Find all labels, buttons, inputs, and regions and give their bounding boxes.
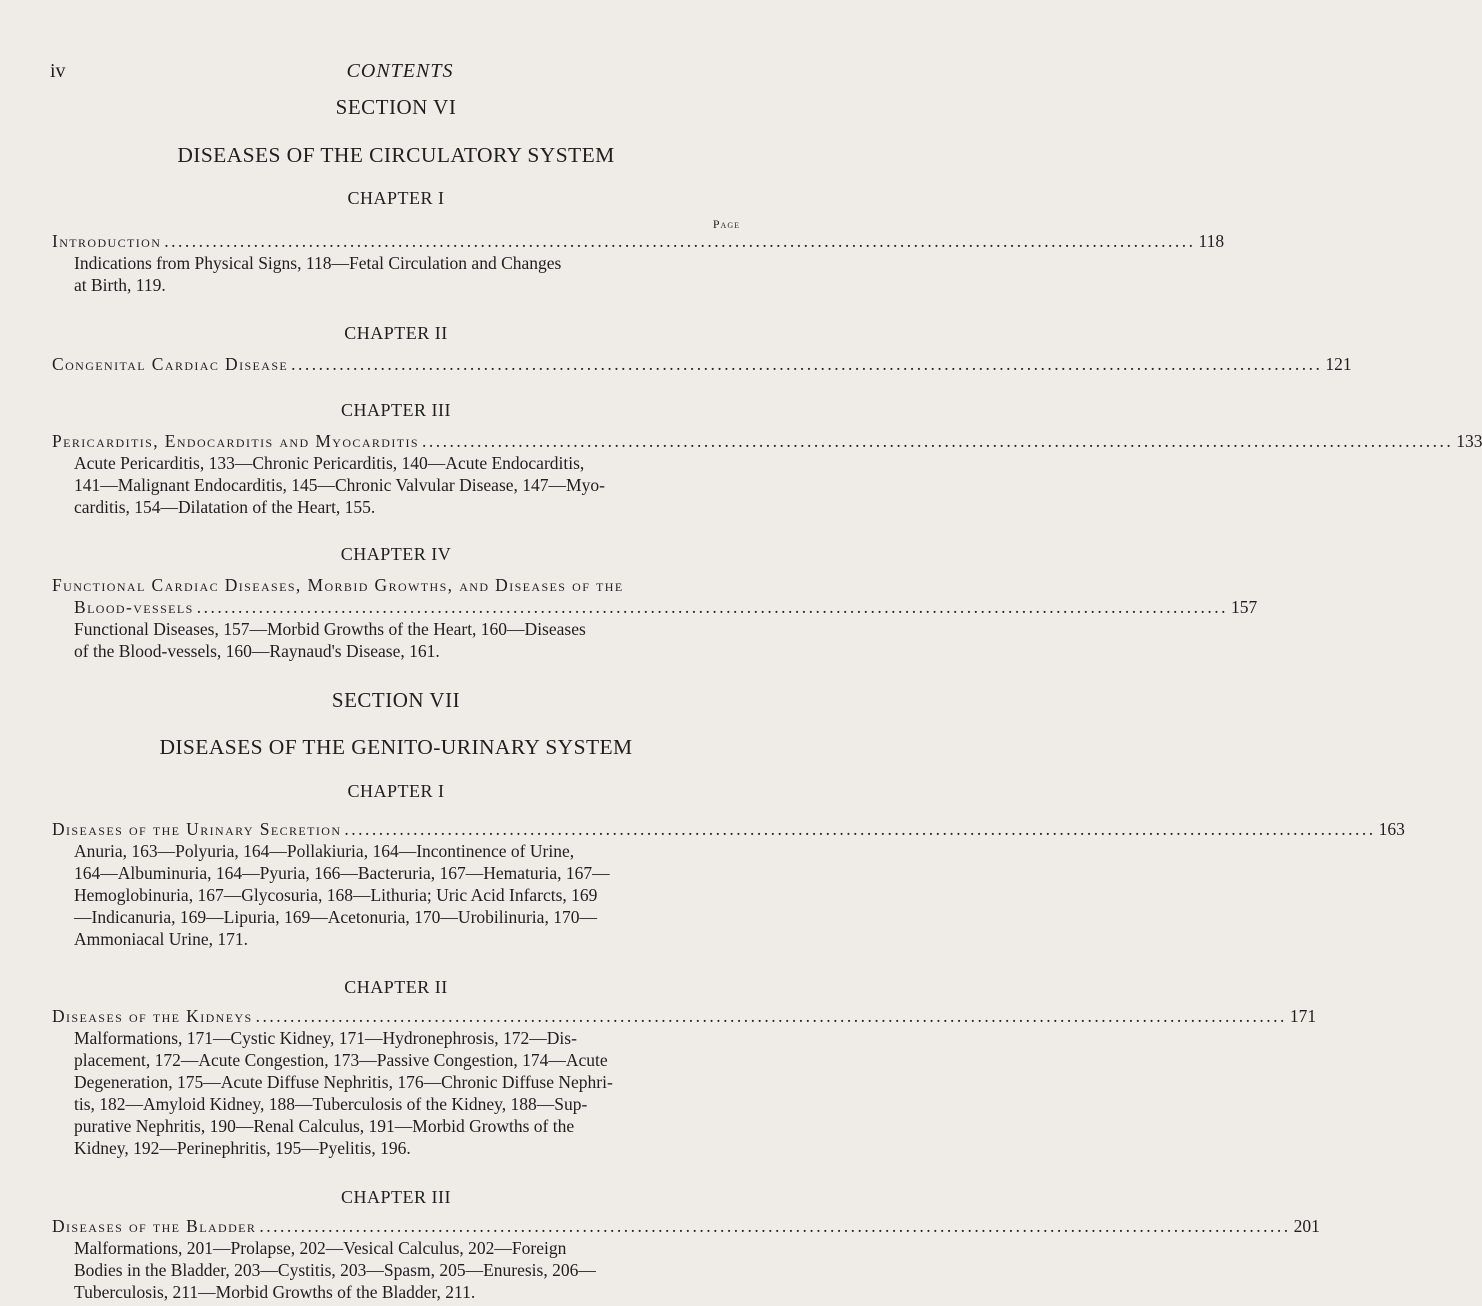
chapter-label: CHAPTER I bbox=[347, 188, 445, 208]
running-title: CONTENTS bbox=[346, 60, 454, 82]
description-line: Malformations, 201—Prolapse, 202—Vesical Calculus, 202—Foreign bbox=[74, 1238, 567, 1258]
entry-page-number: 118 bbox=[1198, 231, 1225, 251]
entry-description bbox=[52, 618, 740, 662]
table-of-contents bbox=[52, 95, 1482, 1303]
chapter-label: CHAPTER III bbox=[341, 400, 451, 420]
description-line: Bodies in the Bladder, 203—Cystitis, 203—Spasm, 205—Enuresis, 206— bbox=[74, 1260, 596, 1280]
dot-leader: ...................................................................................................................................................... bbox=[196, 597, 1228, 617]
description-line: at Birth, 119. bbox=[74, 275, 166, 295]
entry-title: Diseases of the Urinary Secretion bbox=[52, 819, 342, 839]
entry-page-number: 121 bbox=[1325, 354, 1352, 374]
entry-page-number: 171 bbox=[1289, 1006, 1317, 1026]
section-title: DISEASES OF THE GENITO-URINARY SYSTEM bbox=[159, 735, 633, 759]
entry-description bbox=[52, 1027, 740, 1159]
description-line: Malformations, 171—Cystic Kidney, 171—Hydronephrosis, 172—Dis- bbox=[74, 1028, 577, 1048]
entry-title: Introduction bbox=[52, 231, 162, 251]
description-line: tis, 182—Amyloid Kidney, 188—Tuberculosis of the Kidney, 188—Sup- bbox=[74, 1094, 588, 1114]
entry-description bbox=[52, 452, 740, 518]
description-line: Kidney, 192—Perinephritis, 195—Pyelitis, 196. bbox=[74, 1138, 411, 1158]
dot-leader: ...................................................................................................................................................... bbox=[164, 231, 1196, 251]
toc-entry[interactable] bbox=[52, 230, 1225, 252]
entry-page-number: 201 bbox=[1293, 1216, 1320, 1236]
description-line: Ammoniacal Urine, 171. bbox=[74, 929, 248, 949]
chapter-label: CHAPTER II bbox=[344, 323, 448, 343]
entry-page-number: 133 bbox=[1456, 431, 1482, 451]
chapter-label: CHAPTER IV bbox=[340, 544, 452, 564]
toc-entry[interactable] bbox=[52, 1005, 1317, 1027]
toc-entry[interactable] bbox=[52, 818, 1405, 840]
section-title: DISEASES OF THE CIRCULATORY SYSTEM bbox=[177, 143, 615, 167]
chapter-label: CHAPTER II bbox=[344, 977, 448, 997]
entry-title: Diseases of the Kidneys bbox=[52, 1006, 253, 1026]
entry-title-line: Functional Cardiac Diseases, Morbid Growths, and Diseases of the bbox=[52, 575, 624, 595]
description-line: Indications from Physical Signs, 118—Fetal Circulation and Changes bbox=[74, 253, 562, 273]
dot-leader: ...................................................................................................................................................... bbox=[259, 1216, 1291, 1236]
running-head bbox=[0, 60, 800, 84]
description-line: carditis, 154—Dilatation of the Heart, 155. bbox=[74, 497, 376, 517]
toc-entry[interactable] bbox=[52, 353, 1352, 375]
dot-leader: ...................................................................................................................................................... bbox=[291, 354, 1323, 374]
description-line: purative Nephritis, 190—Renal Calculus, 191—Morbid Growths of the bbox=[74, 1116, 575, 1136]
entry-description bbox=[52, 1237, 740, 1303]
section-label: SECTION VI bbox=[335, 95, 457, 119]
toc-entry[interactable] bbox=[52, 596, 1258, 618]
description-line: Tuberculosis, 211—Morbid Growths of the Bladder, 211. bbox=[74, 1282, 476, 1302]
entry-page-number: 163 bbox=[1378, 819, 1405, 839]
section-label: SECTION VII bbox=[331, 688, 461, 712]
entry-description bbox=[52, 840, 740, 950]
description-line: —Indicanuria, 169—Lipuria, 169—Acetonuria, 170—Urobilinuria, 170— bbox=[74, 907, 597, 927]
entry-title: Pericarditis, Endocarditis and Myocarditis bbox=[52, 431, 419, 451]
toc-entry[interactable] bbox=[52, 430, 1482, 452]
entry-title: Diseases of the Bladder bbox=[52, 1216, 257, 1236]
entry-page-number: 157 bbox=[1230, 597, 1258, 617]
entry-title: Blood-vessels bbox=[74, 597, 194, 617]
description-line: 141—Malignant Endocarditis, 145—Chronic Valvular Disease, 147—Myo- bbox=[74, 475, 605, 495]
description-line: Anuria, 163—Polyuria, 164—Pollakiuria, 164—Incontinence of Urine, bbox=[74, 841, 575, 861]
description-line: of the Blood-vessels, 160—Raynaud's Disease, 161. bbox=[74, 641, 440, 661]
chapter-label: CHAPTER I bbox=[347, 781, 445, 801]
page-column-label: Page bbox=[712, 217, 740, 231]
dot-leader: ...................................................................................................................................................... bbox=[344, 819, 1376, 839]
chapter-label: CHAPTER III bbox=[341, 1187, 451, 1207]
description-line: Functional Diseases, 157—Morbid Growths of the Heart, 160—Diseases bbox=[74, 619, 586, 639]
description-line: Hemoglobinuria, 167—Glycosuria, 168—Lithuria; Uric Acid Infarcts, 169 bbox=[74, 885, 598, 905]
entry-title: Congenital Cardiac Disease bbox=[52, 354, 289, 374]
toc-entry[interactable] bbox=[52, 1215, 1320, 1237]
entry-description bbox=[52, 252, 740, 296]
dot-leader: ...................................................................................................................................................... bbox=[255, 1006, 1287, 1026]
description-line: Degeneration, 175—Acute Diffuse Nephritis, 176—Chronic Diffuse Nephri- bbox=[74, 1072, 613, 1092]
page-number: iv bbox=[50, 60, 66, 82]
description-line: placement, 172—Acute Congestion, 173—Passive Congestion, 174—Acute bbox=[74, 1050, 608, 1070]
dot-leader: ...................................................................................................................................................... bbox=[421, 431, 1454, 451]
description-line: Acute Pericarditis, 133—Chronic Pericarditis, 140—Acute Endocarditis, bbox=[74, 453, 585, 473]
description-line: 164—Albuminuria, 164—Pyuria, 166—Bacteruria, 167—Hematuria, 167— bbox=[74, 863, 610, 883]
